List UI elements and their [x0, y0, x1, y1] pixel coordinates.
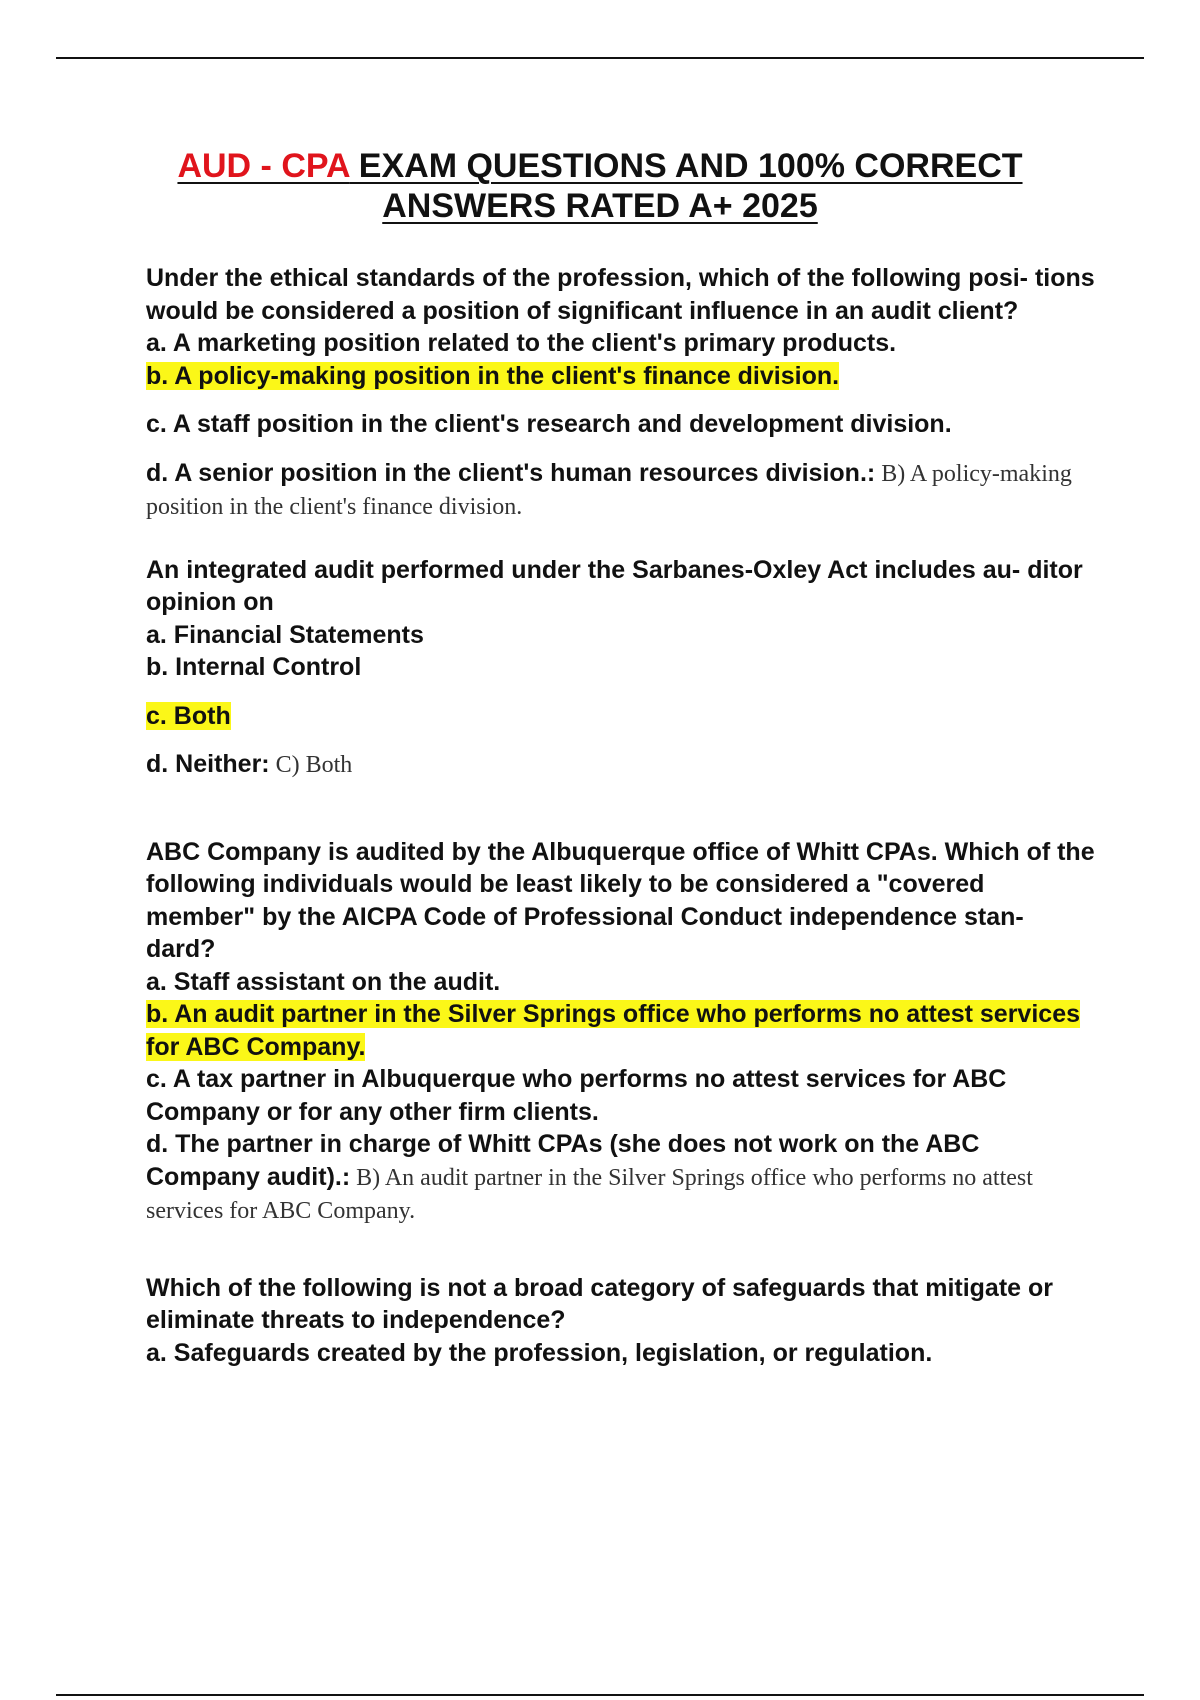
- option-a: a. A marketing position related to the client's primary products.: [146, 329, 897, 357]
- question-block-2: [146, 554, 1096, 782]
- option-d-with-answer: [146, 457, 1096, 524]
- question-stem: Under the ethical standards of the profession, which of the following posi- tions would be considered a position of significant influence in an audit client?: [146, 264, 1095, 325]
- option-d: d. Neither:: [146, 750, 270, 778]
- title-red-part: AUD - CPA: [177, 147, 350, 185]
- answer-text: B) An audit partner in the Silver Springs office who performs no attest services for ABC Company.: [146, 1164, 1033, 1224]
- option-d-with-answer: [146, 748, 1096, 782]
- document-title: [60, 146, 1140, 226]
- question-block-4: [146, 1272, 1096, 1370]
- answer-text: C) Both: [269, 752, 353, 778]
- option-b: b. Internal Control: [146, 653, 362, 681]
- option-d: d. The partner in charge of Whitt CPAs (she does not work on the ABC Company audit).:: [146, 1130, 980, 1191]
- option-d-with-answer: [146, 1128, 1096, 1228]
- option-b-highlighted: b. A policy-making position in the client's finance division.: [146, 361, 840, 390]
- title-line2: ANSWERS RATED A+ 2025: [382, 187, 818, 225]
- option-c: c. A staff position in the client's research and development division.: [146, 410, 952, 438]
- question-stem: Which of the following is not a broad category of safeguards that mitigate or eliminate threats to independence?: [146, 1273, 1054, 1334]
- option-c: c. A tax partner in Albuquerque who performs no attest services for ABC Company or for any other firm clients.: [146, 1065, 1007, 1126]
- option-a: a. Financial Statements: [146, 620, 424, 649]
- option-c-highlighted: c. Both: [146, 701, 231, 730]
- option-d: d. A senior position in the client's human resources division.:: [146, 458, 876, 487]
- option-a: a. Staff assistant on the audit.: [146, 967, 501, 996]
- question-block-1: [146, 262, 1096, 524]
- question-stem: An integrated audit performed under the Sarbanes-Oxley Act includes au- ditor opinion on: [146, 555, 1083, 616]
- question-block-3: [146, 836, 1096, 1228]
- header-rule: [56, 57, 1144, 59]
- question-list: [146, 262, 1096, 1369]
- footer-rule: [56, 1694, 1144, 1696]
- option-a: a. Safeguards created by the profession, legislation, or regulation.: [146, 1338, 933, 1367]
- title-line1: EXAM QUESTIONS AND 100% CORRECT: [349, 147, 1023, 185]
- option-b-highlighted: b. An audit partner in the Silver Springs office who performs no attest services for ABC Company.: [146, 1000, 1080, 1061]
- answer-text: B) A policy-making position in the client's finance division.: [146, 460, 1072, 520]
- question-stem: ABC Company is audited by the Albuquerque office of Whitt CPAs. Which of the following individuals would be least likely to be considered a "covered member" by the AICPA Code of Professional Conduct independence stan- dard?: [146, 837, 1095, 963]
